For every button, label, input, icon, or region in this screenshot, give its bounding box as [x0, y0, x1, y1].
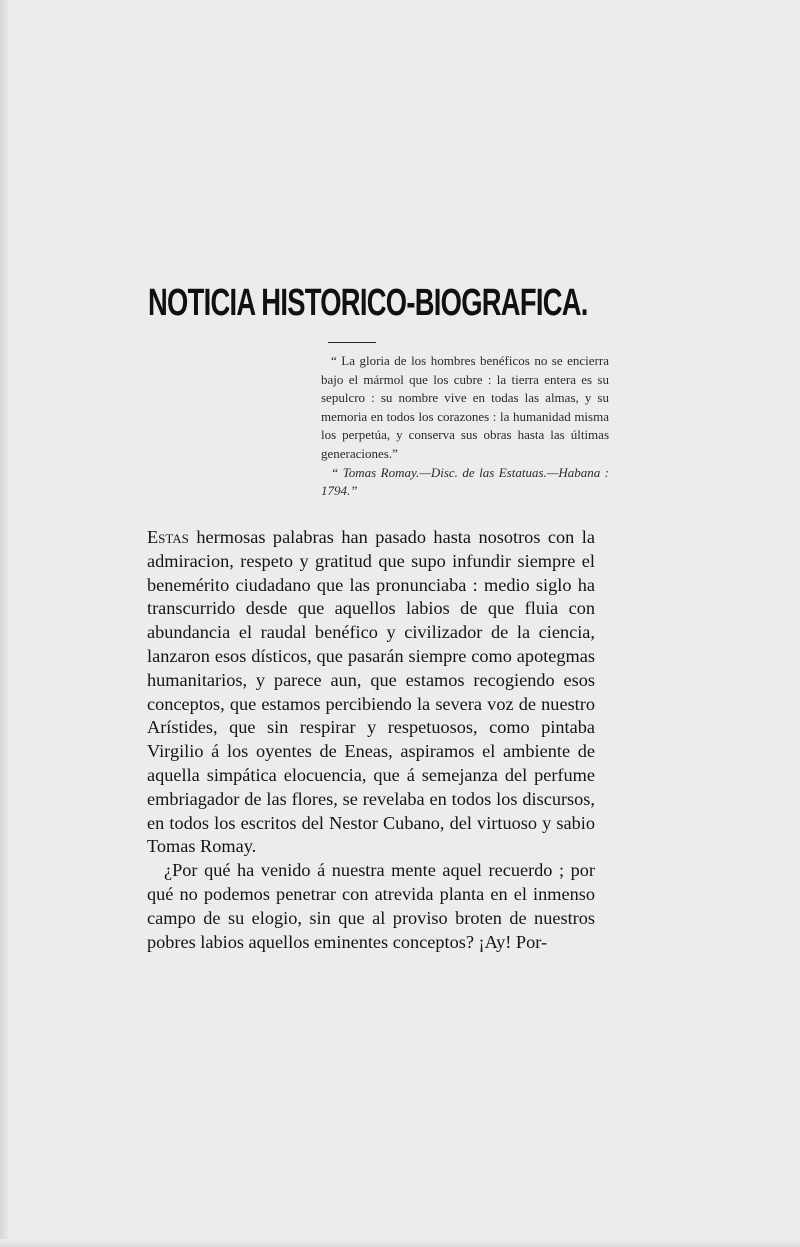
- page-bottom-shadow: [0, 1239, 800, 1247]
- page-title: NOTICIA HISTORICO-BIOGRAFICA.: [148, 282, 588, 324]
- paragraph-1-lead-word: Estas: [147, 527, 189, 547]
- paragraph-2: ¿Por qué ha venido á nuestra mente aquel recuerdo ; por qué no podemos penetrar con atrevida planta en el inmenso campo de su elogio, sin que al proviso broten de nuestros pobres labios aquellos eminentes conceptos? ¡Ay! Por-: [147, 860, 595, 952]
- epigraph-quote: “ La gloria de los hombres benéficos no se encierra bajo el mármol que los cubre : la tierra entera es su sepulcro : su nombre vive en todas las almas, y su memoria en todos los corazones : la humanidad misma los perpetúa, y conserva sus obras hasta las últimas generaciones.”: [321, 353, 609, 461]
- body-text: [147, 526, 595, 954]
- epigraph: [321, 352, 609, 501]
- epigraph-attribution: “ Tomas Romay.—Disc. de las Estatuas.—Habana : 1794.”: [321, 464, 609, 499]
- page-edge-shadow: [0, 0, 10, 1247]
- title-rule: [328, 342, 376, 343]
- paragraph-1-text: hermosas palabras han pasado hasta nosotros con la admiracion, respeto y gratitud que supo infundir siempre el benemérito ciudadano que las pronunciaba : medio siglo ha transcurrido desde que aquellos labios de que fluia con abundancia el raudal benéfico y civilizador de la ciencia, lanzaron esos dísticos, que pasarán siempre como apotegmas humanitarios, y parece aun, que estamos recogiendo esos conceptos, que estamos percibiendo la severa voz de nuestro Arístides, que sin respirar y respetuosos, como pintaba Virgilio á los oyentes de Eneas, aspiramos el ambiente de aquella simpática elocuencia, que á semejanza del perfume embriagador de las flores, se revelaba en todos los discursos, en todos los escritos del Nestor Cubano, del virtuoso y sabio Tomas Romay.: [147, 527, 595, 857]
- paragraph-1: [147, 526, 595, 859]
